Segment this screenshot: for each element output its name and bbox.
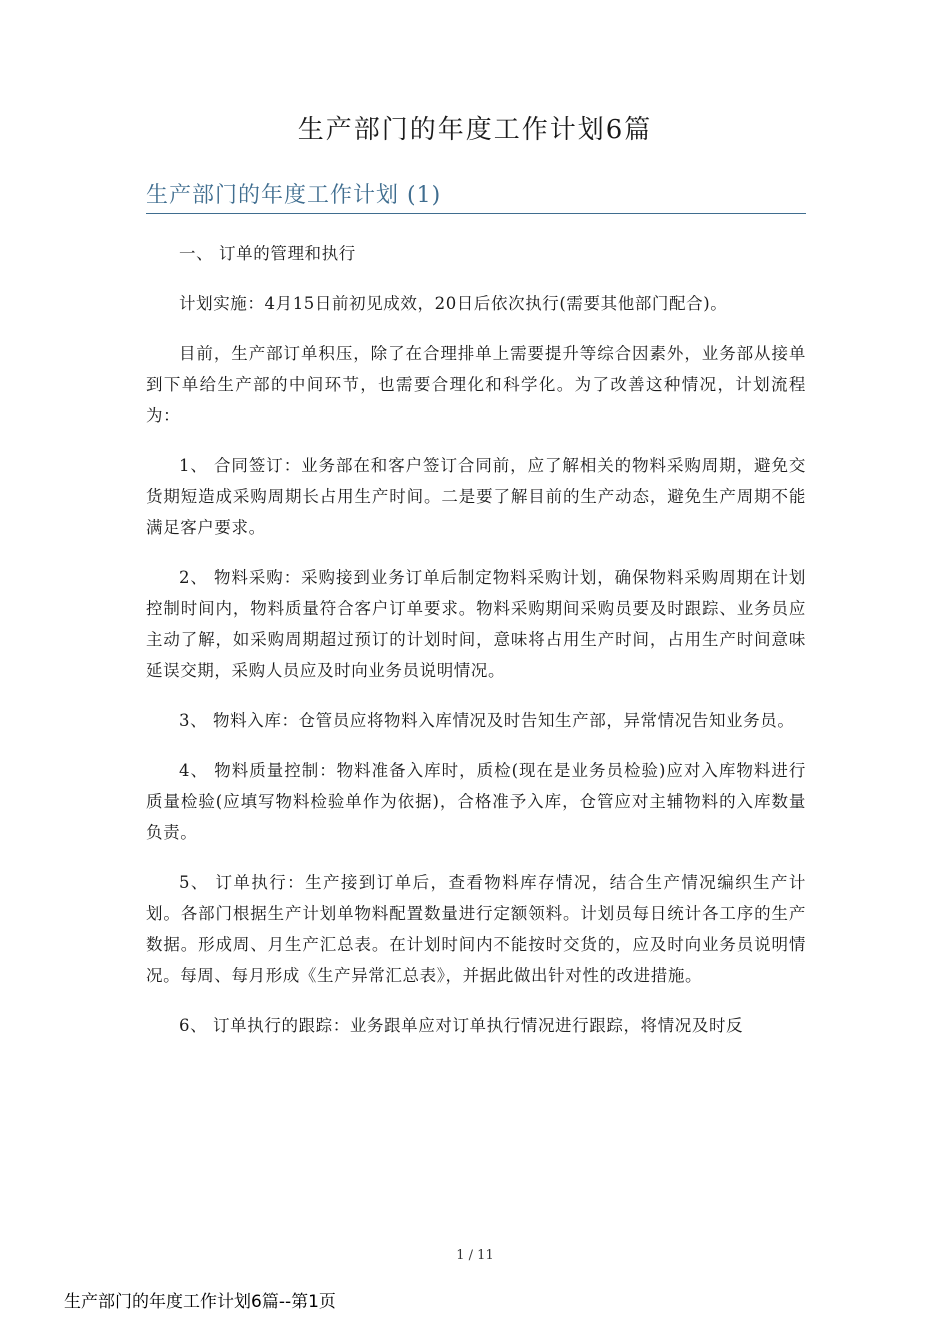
footer-caption: 生产部门的年度工作计划6篇--第1页 [64,1292,336,1312]
paragraph-material-storage: 3、 物料入库：仓管员应将物料入库情况及时告知生产部，异常情况告知业务员。 [179,711,795,730]
section-heading: 生产部门的年度工作计划 (1) [146,181,806,214]
page-number: 1 / 11 [456,1248,494,1263]
paragraph-material-purchasing: 2、 物料采购：采购接到业务订单后制定物料采购计划，确保物料采购周期在计划控制时间内，物料质量符合客户订单要求。物料采购期间采购员要及时跟踪、业务员应主动了解，如采购周期超过预订的计划时间，意味将占用生产时间，占用生产时间意味延误交期，采购人员应及时向业务员说明情况。 [146,568,806,680]
paragraph-current-situation: 目前，生产部订单积压，除了在合理排单上需要提升等综合因素外，业务部从接单到下单给生产部的中间环节，也需要合理化和科学化。为了改善这种情况，计划流程为： [146,344,806,425]
paragraph-quality-control: 4、 物料质量控制：物料准备入库时，质检(现在是业务员检验)应对入库物料进行质量检验(应填写物料检验单作为依据)，合格准予入库，仓管应对主辅物料的入库数量负责。 [146,761,806,842]
document-body [146,238,806,1060]
paragraph-order-execution: 5、 订单执行：生产接到订单后，查看物料库存情况，结合生产情况编织生产计划。各部门根据生产计划单物料配置数量进行定额领料。计划员每日统计各工序的生产数据。形成周、月生产汇总表。在计划时间内不能按时交货的，应及时向业务员说明情况。每周、每月形成《生产异常汇总表》，并据此做出针对性的改进措施。 [146,873,806,985]
paragraph-order-tracking: 6、 订单执行的跟踪：业务跟单应对订单执行情况进行跟踪，将情况及时反 [179,1016,744,1035]
page-title: 生产部门的年度工作计划6篇 [297,115,653,145]
paragraph-plan-implementation: 计划实施：4月15日前初见成效，20日后依次执行(需要其他部门配合)。 [179,294,728,313]
paragraph-section-heading: 一、 订单的管理和执行 [179,244,356,263]
paragraph-contract-signing: 1、 合同签订：业务部在和客户签订合同前，应了解相关的物料采购周期，避免交货期短造成采购周期长占用生产时间。二是要了解目前的生产动态，避免生产周期不能满足客户要求。 [146,456,806,537]
